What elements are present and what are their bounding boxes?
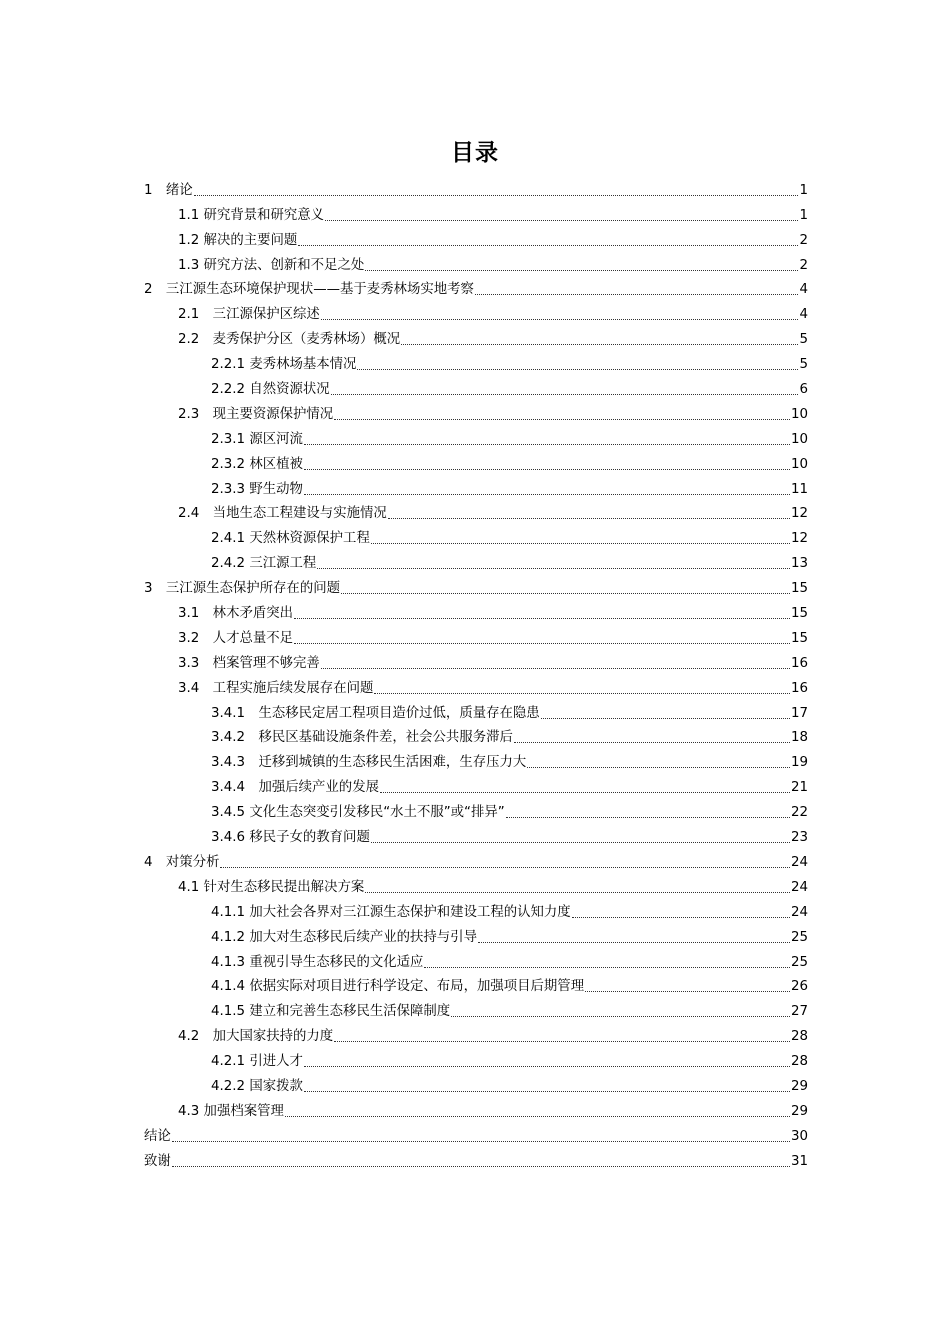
toc-entry-page-number: 29 bbox=[790, 1103, 808, 1119]
dot-leader bbox=[365, 270, 798, 271]
toc-entry-title: 3.4.1 生态移民定居工程项目造价过低，质量存在隐患 bbox=[211, 705, 540, 721]
toc-entry-title: 4.1.3 重视引导生态移民的文化适应 bbox=[211, 954, 424, 970]
toc-entry-page-number: 12 bbox=[790, 506, 808, 522]
toc-entry[interactable] bbox=[144, 1122, 808, 1147]
toc-entry-title: 3.4.2 移民区基础设施条件差，社会公共服务滞后 bbox=[211, 730, 513, 746]
toc-entry[interactable] bbox=[144, 624, 808, 649]
toc-entry[interactable] bbox=[144, 400, 808, 425]
toc-entry-page-number: 6 bbox=[799, 382, 808, 398]
toc-entry-title: 1 绪论 bbox=[144, 182, 193, 198]
toc-entry-title: 3.3 档案管理不够完善 bbox=[178, 655, 320, 671]
dot-leader bbox=[194, 195, 799, 196]
dot-leader bbox=[220, 867, 789, 868]
toc-entry-title: 4.2.2 国家拨款 bbox=[211, 1078, 303, 1094]
toc-entry[interactable] bbox=[144, 948, 808, 973]
toc-entry[interactable] bbox=[144, 1022, 808, 1047]
toc-entry-page-number: 29 bbox=[790, 1078, 808, 1094]
toc-entry-title: 3.2 人才总量不足 bbox=[178, 630, 294, 646]
toc-entry[interactable] bbox=[144, 201, 808, 226]
dot-leader bbox=[585, 991, 790, 992]
toc-entry-page-number: 16 bbox=[790, 655, 808, 671]
toc-entry-title: 3.4.4 加强后续产业的发展 bbox=[211, 780, 379, 796]
toc-entry[interactable] bbox=[144, 300, 808, 325]
toc-entry-page-number: 1 bbox=[799, 207, 808, 223]
toc-entry-page-number: 16 bbox=[790, 680, 808, 696]
toc-entry-title: 2.3.3 野生动物 bbox=[211, 481, 303, 497]
toc-entry-page-number: 4 bbox=[799, 307, 808, 323]
toc-entry-title: 致谢 bbox=[144, 1153, 171, 1169]
toc-entry-page-number: 5 bbox=[799, 357, 808, 373]
toc-entry-title: 3.4.6 移民子女的教育问题 bbox=[211, 830, 370, 846]
toc-entry[interactable] bbox=[144, 226, 808, 251]
dot-leader bbox=[506, 817, 790, 818]
dot-leader bbox=[424, 967, 790, 968]
dot-leader bbox=[365, 892, 790, 893]
toc-entry-page-number: 18 bbox=[790, 730, 808, 746]
toc-entry-title: 4.1.5 建立和完善生态移民生活保障制度 bbox=[211, 1004, 451, 1020]
toc-entry-title: 2.3 现主要资源保护情况 bbox=[178, 406, 334, 422]
toc-entry[interactable] bbox=[144, 823, 808, 848]
toc-entry-page-number: 25 bbox=[790, 929, 808, 945]
toc-entry-page-number: 30 bbox=[790, 1128, 808, 1144]
toc-list bbox=[144, 176, 808, 1172]
dot-leader bbox=[401, 344, 798, 345]
toc-entry-page-number: 4 bbox=[799, 282, 808, 298]
toc-entry-page-number: 26 bbox=[790, 979, 808, 995]
toc-entry-page-number: 17 bbox=[790, 705, 808, 721]
toc-entry-page-number: 2 bbox=[799, 257, 808, 273]
toc-entry-page-number: 31 bbox=[790, 1153, 808, 1169]
dot-leader bbox=[334, 419, 790, 420]
dot-leader bbox=[371, 842, 790, 843]
toc-entry-page-number: 10 bbox=[790, 456, 808, 472]
toc-entry-title: 4.3 加强档案管理 bbox=[178, 1103, 284, 1119]
toc-entry-page-number: 10 bbox=[790, 406, 808, 422]
toc-entry-title: 2 三江源生态环境保护现状——基于麦秀林场实地考察 bbox=[144, 282, 474, 298]
toc-entry[interactable] bbox=[144, 1047, 808, 1072]
toc-entry[interactable] bbox=[144, 699, 808, 724]
toc-entry-title: 4 对策分析 bbox=[144, 854, 220, 870]
toc-entry-page-number: 1 bbox=[799, 182, 808, 198]
toc-entry-page-number: 5 bbox=[799, 332, 808, 348]
toc-title: 目录 bbox=[451, 140, 499, 166]
toc-entry-title: 2.2.2 自然资源状况 bbox=[211, 382, 330, 398]
toc-entry[interactable] bbox=[144, 798, 808, 823]
toc-entry-page-number: 19 bbox=[790, 755, 808, 771]
dot-leader bbox=[331, 394, 799, 395]
toc-entry-page-number: 24 bbox=[790, 854, 808, 870]
toc-entry-page-number: 11 bbox=[790, 481, 808, 497]
dot-leader bbox=[304, 494, 790, 495]
toc-entry-page-number: 24 bbox=[790, 879, 808, 895]
toc-entry[interactable] bbox=[144, 375, 808, 400]
toc-entry-title: 4.1.2 加大对生态移民后续产业的扶持与引导 bbox=[211, 929, 477, 945]
toc-entry-title: 2.2.1 麦秀林场基本情况 bbox=[211, 357, 357, 373]
toc-entry[interactable] bbox=[144, 649, 808, 674]
toc-entry-title: 2.3.2 林区植被 bbox=[211, 456, 303, 472]
toc-entry[interactable] bbox=[144, 748, 808, 773]
dot-leader bbox=[451, 1016, 790, 1017]
toc-entry[interactable] bbox=[144, 524, 808, 549]
dot-leader bbox=[294, 643, 790, 644]
toc-entry[interactable] bbox=[144, 599, 808, 624]
toc-entry-page-number: 28 bbox=[790, 1054, 808, 1070]
toc-entry[interactable] bbox=[144, 350, 808, 375]
dot-leader bbox=[374, 693, 790, 694]
toc-entry-title: 4.1.4 依据实际对项目进行科学设定、布局，加强项目后期管理 bbox=[211, 979, 585, 995]
dot-leader bbox=[341, 593, 790, 594]
toc-entry[interactable] bbox=[144, 674, 808, 699]
toc-entry[interactable] bbox=[144, 176, 808, 201]
dot-leader bbox=[380, 792, 790, 793]
dot-leader bbox=[527, 767, 790, 768]
dot-leader bbox=[285, 1116, 790, 1117]
dot-leader bbox=[572, 917, 790, 918]
dot-leader bbox=[371, 543, 790, 544]
toc-entry-page-number: 15 bbox=[790, 581, 808, 597]
toc-entry[interactable] bbox=[144, 1147, 808, 1172]
dot-leader bbox=[317, 568, 790, 569]
toc-entry-title: 4.1 针对生态移民提出解决方案 bbox=[178, 879, 365, 895]
toc-entry-title: 2.2 麦秀保护分区（麦秀林场）概况 bbox=[178, 332, 401, 348]
toc-entry-title: 3 三江源生态保护所存在的问题 bbox=[144, 581, 340, 597]
dot-leader bbox=[514, 742, 790, 743]
dot-leader bbox=[321, 319, 799, 320]
toc-entry-page-number: 12 bbox=[790, 531, 808, 547]
toc-entry-title: 1.3 研究方法、创新和不足之处 bbox=[178, 257, 365, 273]
toc-entry-page-number: 23 bbox=[790, 830, 808, 846]
toc-entry-title: 结论 bbox=[144, 1128, 171, 1144]
toc-entry-title: 2.4.1 天然林资源保护工程 bbox=[211, 531, 370, 547]
toc-entry-page-number: 21 bbox=[790, 780, 808, 796]
toc-entry-page-number: 28 bbox=[790, 1029, 808, 1045]
dot-leader bbox=[172, 1141, 790, 1142]
toc-entry-page-number: 24 bbox=[790, 904, 808, 920]
dot-leader bbox=[304, 469, 790, 470]
toc-entry[interactable] bbox=[144, 325, 808, 350]
toc-entry[interactable] bbox=[144, 475, 808, 500]
toc-entry[interactable] bbox=[144, 450, 808, 475]
toc-entry-page-number: 15 bbox=[790, 606, 808, 622]
toc-entry-title: 3.4 工程实施后续发展存在问题 bbox=[178, 680, 374, 696]
toc-entry[interactable] bbox=[144, 773, 808, 798]
toc-entry-title: 4.1.1 加大社会各界对三江源生态保护和建设工程的认知力度 bbox=[211, 904, 571, 920]
toc-entry[interactable] bbox=[144, 1097, 808, 1122]
toc-entry-title: 2.3.1 源区河流 bbox=[211, 431, 303, 447]
dot-leader bbox=[334, 1041, 790, 1042]
toc-entry[interactable] bbox=[144, 923, 808, 948]
toc-entry-title: 4.2.1 引进人才 bbox=[211, 1054, 303, 1070]
dot-leader bbox=[388, 518, 790, 519]
dot-leader bbox=[298, 245, 798, 246]
toc-entry-page-number: 10 bbox=[790, 431, 808, 447]
toc-entry-page-number: 25 bbox=[790, 954, 808, 970]
dot-leader bbox=[475, 294, 799, 295]
toc-entry-title: 3.4.5 文化生态突变引发移民“水土不服”或“排异” bbox=[211, 805, 505, 821]
toc-entry-title: 2.4 当地生态工程建设与实施情况 bbox=[178, 506, 387, 522]
toc-entry[interactable] bbox=[144, 425, 808, 450]
dot-leader bbox=[304, 444, 790, 445]
toc-entry-title: 4.2 加大国家扶持的力度 bbox=[178, 1029, 334, 1045]
toc-entry[interactable] bbox=[144, 500, 808, 525]
toc-entry-page-number: 2 bbox=[799, 232, 808, 248]
toc-entry-title: 1.1 研究背景和研究意义 bbox=[178, 207, 325, 223]
toc-entry-page-number: 22 bbox=[790, 805, 808, 821]
toc-entry[interactable] bbox=[144, 724, 808, 749]
toc-entry[interactable] bbox=[144, 251, 808, 276]
dot-leader bbox=[321, 668, 790, 669]
toc-entry-page-number: 27 bbox=[790, 1004, 808, 1020]
toc-entry[interactable] bbox=[144, 873, 808, 898]
dot-leader bbox=[478, 942, 790, 943]
dot-leader bbox=[294, 618, 790, 619]
toc-entry[interactable] bbox=[144, 997, 808, 1022]
toc-entry-title: 3.1 林木矛盾突出 bbox=[178, 606, 294, 622]
toc-entry[interactable] bbox=[144, 973, 808, 998]
toc-entry-title: 2.1 三江源保护区综述 bbox=[178, 307, 320, 323]
toc-entry[interactable] bbox=[144, 276, 808, 301]
toc-entry-title: 3.4.3 迁移到城镇的生态移民生活困难，生存压力大 bbox=[211, 755, 527, 771]
dot-leader bbox=[541, 718, 790, 719]
dot-leader bbox=[172, 1166, 790, 1167]
dot-leader bbox=[304, 1091, 790, 1092]
toc-entry-title: 2.4.2 三江源工程 bbox=[211, 556, 317, 572]
toc-entry[interactable] bbox=[144, 574, 808, 599]
dot-leader bbox=[304, 1066, 790, 1067]
toc-entry[interactable] bbox=[144, 848, 808, 873]
dot-leader bbox=[325, 220, 798, 221]
toc-entry-page-number: 15 bbox=[790, 630, 808, 646]
toc-entry-title: 1.2 解决的主要问题 bbox=[178, 232, 298, 248]
toc-entry-page-number: 13 bbox=[790, 556, 808, 572]
toc-entry[interactable] bbox=[144, 549, 808, 574]
dot-leader bbox=[357, 369, 798, 370]
toc-entry[interactable] bbox=[144, 1072, 808, 1097]
toc-entry[interactable] bbox=[144, 898, 808, 923]
